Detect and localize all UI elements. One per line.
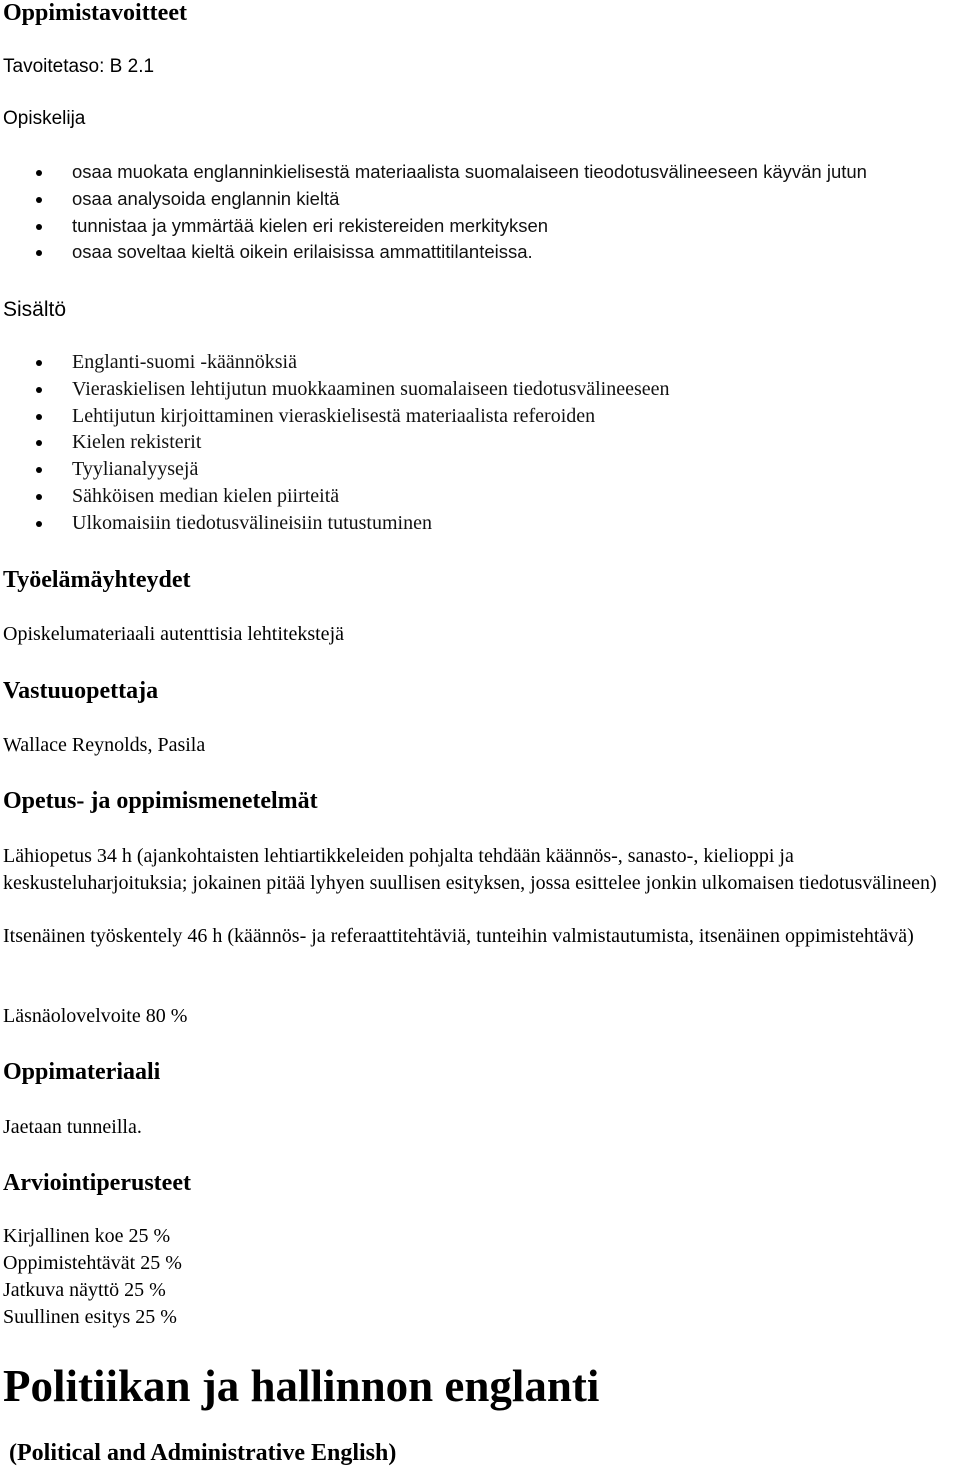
list-item: Tyylianalyysejä bbox=[0, 456, 670, 483]
objectives-subject: Opiskelija bbox=[3, 108, 86, 129]
list-item: Sähköisen median kielen piirteitä bbox=[0, 483, 670, 510]
bullet-icon bbox=[36, 467, 42, 473]
bullet-icon bbox=[36, 521, 42, 527]
bullet-icon bbox=[36, 414, 42, 420]
list-item: tunnistaa ja ymmärtää kielen eri rekistereiden merkityksen bbox=[0, 213, 867, 240]
content-heading: Sisältö bbox=[3, 298, 67, 321]
bullet-icon bbox=[36, 440, 42, 446]
worklife-text: Opiskelumateriaali autenttisia lehtitekstejä bbox=[3, 623, 344, 645]
assessment-line: Kirjallinen koe 25 % bbox=[3, 1225, 171, 1247]
bullet-icon bbox=[36, 360, 42, 366]
methods-contact: Lähiopetus 34 h (ajankohtaisten lehtiartikkeleiden pohjalta tehdään käännös-, sanasto-, kielioppi ja keskusteluharjoituksia; jokainen pitää lyhyen suullisen esityksen, jossa esittelee jonkin ulkomaisen tiedotusvälineen) bbox=[3, 845, 937, 894]
content-list bbox=[0, 349, 670, 537]
worklife-heading: Työelämäyhteydet bbox=[3, 567, 191, 593]
materials-heading: Oppimateriaali bbox=[3, 1059, 161, 1085]
target-level: Tavoitetaso: B 2.1 bbox=[3, 56, 155, 77]
list-item: Vieraskielisen lehtijutun muokkaaminen suomalaiseen tiedotusvälineeseen bbox=[0, 376, 670, 403]
bullet-icon bbox=[36, 224, 42, 230]
assessment-line: Suullinen esitys 25 % bbox=[3, 1306, 177, 1328]
assessment-heading: Arviointiperusteet bbox=[3, 1170, 191, 1196]
objectives-list bbox=[0, 159, 867, 266]
assessment-line: Jatkuva näyttö 25 % bbox=[3, 1279, 166, 1301]
bullet-icon bbox=[36, 170, 42, 176]
list-item: osaa muokata englanninkielisestä materiaalista suomalaiseen tieodotusvälineeseen käyvän jutun bbox=[0, 159, 867, 186]
bullet-icon bbox=[36, 387, 42, 393]
bullet-icon bbox=[36, 494, 42, 500]
assessment-line: Oppimistehtävät 25 % bbox=[3, 1252, 182, 1274]
attendance-requirement: Läsnäolovelvoite 80 % bbox=[3, 1005, 188, 1027]
list-item: Englanti-suomi -käännöksiä bbox=[0, 349, 670, 376]
course-title: Politiikan ja hallinnon englanti bbox=[3, 1361, 600, 1411]
methods-heading: Opetus- ja oppimismenetelmät bbox=[3, 788, 318, 814]
bullet-icon bbox=[36, 250, 42, 256]
list-item: osaa analysoida englannin kieltä bbox=[0, 186, 867, 213]
list-item: Kielen rekisterit bbox=[0, 429, 670, 456]
list-item: Ulkomaisiin tiedotusvälineisiin tutustuminen bbox=[0, 510, 670, 537]
methods-independent: Itsenäinen työskentely 46 h (käännös- ja referaattitehtäviä, tunteihin valmistautumista, itsenäinen oppimistehtävä) bbox=[3, 925, 914, 947]
list-item: Lehtijutun kirjoittaminen vieraskielisestä materiaalista referoiden bbox=[0, 403, 670, 430]
objectives-heading: Oppimistavoitteet bbox=[3, 0, 187, 26]
teacher-name: Wallace Reynolds, Pasila bbox=[3, 734, 206, 756]
course-subtitle: (Political and Administrative English) bbox=[9, 1440, 397, 1466]
list-item: osaa soveltaa kieltä oikein erilaisissa ammattitilanteissa. bbox=[0, 239, 867, 266]
teacher-heading: Vastuuopettaja bbox=[3, 678, 159, 704]
materials-text: Jaetaan tunneilla. bbox=[3, 1116, 142, 1138]
bullet-icon bbox=[36, 197, 42, 203]
